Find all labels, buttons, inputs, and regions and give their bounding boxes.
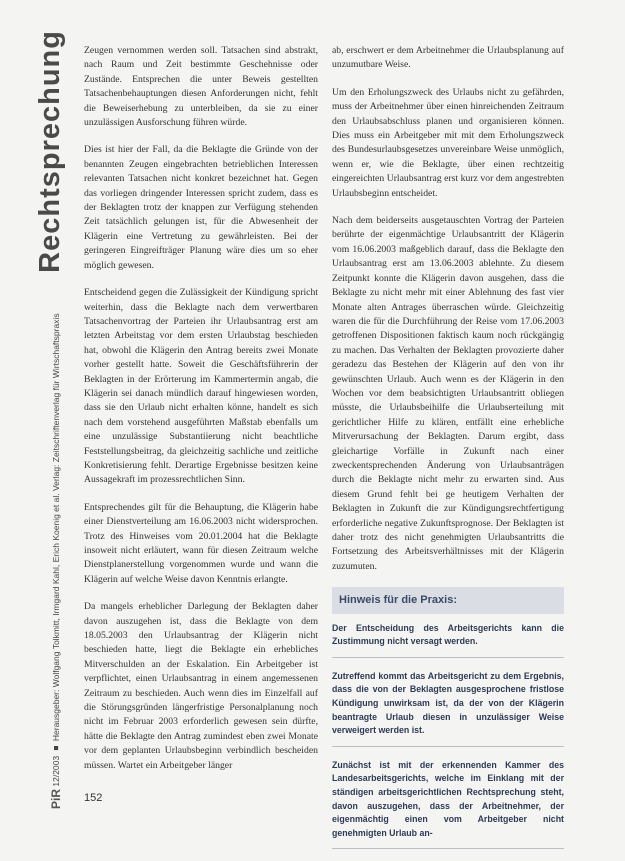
magazine-logo: PiR bbox=[49, 788, 63, 809]
paragraph: ab, erschwert er dem Arbeitnehmer die Urlaubsplanung auf unzumutbare Weise. bbox=[332, 45, 564, 71]
practice-paragraph: Zutreffend kommt das Arbeitsgericht zu dem Ergebnis, dass die von der Beklagten ausgesprochene fristlose Kündigung unwirksam ist, da der von der Klägerin beantragte Urlaub diesen in unzulässiger Weise verweigert werden ist. bbox=[332, 670, 564, 747]
running-footer: PiR 12/2003 ■ Herausgeber: Wolfgang Tolkmitt, Irmgard Kahl, Erich Koenig et al. Verlag: Zeitschriftenverlag für Wirtschaftspraxis bbox=[49, 313, 63, 809]
paragraph: Um den Erholungszweck des Urlaubs nicht zu gefährden, muss der Arbeitnehmer über einen hinreichenden Zeitraum den Urlaubsabschluss planen und organisieren können. Dies muss ein Arbeitgeber mit mit dem Erholungszweck des Bundesurlaubsgesetzes unvereinbare Weise unmöglich, wenn er, wie die Beklagte, über einen rechtzeitig eingereichten Urlaubsantrag erst kurz vor dem angestrebten Urlaubsbeginn entscheidet. bbox=[332, 86, 564, 199]
practice-box-title: Hinweis für die Praxis: bbox=[332, 587, 564, 613]
paragraph: Dies ist hier der Fall, da die Beklagte die Gründe von der benannten Zeugen eingebrachten betrieblichen Interessen relevanten Tatsachen nicht konkret bezeichnet hat. Gegen das vorliegen dringender Interessen spricht zudem, dass es der Beklagten trotz der knappen zur Verfügung stehenden Zeit tatsächlich gelungen ist, für die Abwesenheit der Klägerin eine Vertretung zu gewährleisten. Bei der geringeren Eingreifträger Planung wäre dies um so eher möglich gewesen. bbox=[84, 144, 318, 271]
paragraph: Zeugen vernommen werden soll. Tatsachen sind abstrakt, nach Raum und Zeit bestimmte Geschehnisse oder Zustände. Entsprechen die unter Beweis gestellten Tatsachenbehauptungen diesen Anforderungen nicht, fehlt die Beweiserhebung zu unterbleiben, da sie zu einer unzulässigen Ausforschung führen würde. bbox=[84, 45, 318, 129]
practice-paragraph: Der Entscheidung des Arbeitsgerichts kann die Zustimmung nicht versagt werden. bbox=[332, 622, 564, 658]
section-title: Rechtsprechung bbox=[34, 30, 66, 273]
paragraph: Entscheidend gegen die Zulässigkeit der Kündigung spricht weiterhin, dass die Beklagte nach dem verwertbaren Tatsachenvortrag der Parteien ihr Urlaubsantrag erst am letzten Arbeitstag vor dem ersten Urlaubstag beschieden hat, obwohl die Klägerin den Antrag bereits zwei Monate vorher gestellt hatte. Soweit die Geschäftsführerin der Beklagten in der Erörterung im Kammertermin angab, die Klägerin sei danach mündlich darauf hingewiesen worden, dass sie den Urlaub nicht erhalten könne, handelt es sich nach dem vorstehend ausgeführten Maßstab ebenfalls um eine unzulässige Substantiierung nicht beachtliche Feststellungsbeitrag, da gleichzeitig sachliche und zeitliche Konkretisierung fehlt. Derartige Ergebnisse besitzen keine Aussagekraft im prozessrechtlichen Sinn. bbox=[84, 287, 318, 486]
practice-paragraph: Zunächst ist mit der erkennenden Kammer des Landesarbeitsgerichts, welche im Einklang mit der ständigen arbeitsgerichtlichen Rechtsprechung steht, davon auszugehen, dass der Arbeitnehmer, der eigenmächtig einen vom Arbeitgeber nicht genehmigten Urlaub an- bbox=[332, 759, 564, 850]
column-right bbox=[332, 44, 564, 861]
paragraph: Nach dem beiderseits ausgetauschten Vortrag der Parteien berührte der eigenmächtige Urlaubsantritt der Klägerin vom 16.06.2003 maßgeblich darauf, dass die Beklagte den Urlaubsantrag erst am 13.06.2003 ablehnte. Zu diesem Zeitpunkt konnte die Klägerin davon ausgehen, dass die Beklagte zu nicht mehr mit einer Ablehnung des fast vier Monate alten Antrages überraschen würde. Gleichzeitig waren die für die Durchführung der Reise vom 17.06.2003 getroffenen Dispositionen faktisch kaum noch rückgängig zu machen. Das Verhalten der Beklagten provozierte daher geradezu das Bestehen der Klägerin auf den von ihr gewünschten Urlaub. Auch wenn es der Klägerin in den Wochen vor dem beabsichtigten Urlaubsantritt obliegen müsste, die Urlaubsbeihilfe die Urlaubserteilung mit gerichtlicher Hilfe zu klären, entfällt eine erhebliche Mitverursachung der Beklagten. Darum ergibt, dass gleichartige Vorfälle in Zukunft nach einer zweckentsprechenden Änderung von Urlaubsanträgen durch die Beklagte nicht mehr zu erwarten sind. Aus diesem Grund fehlt bei ge heutigem Verhalten der Beklagten in Zukunft die zur Kündigungsrechtfertigung erforderliche negative Zukunftsprognose. Der Beklagten ist daher trotz des nicht genehmigten Urlaubsantritts die Fortsetzung des Arbeitsverhältnisses mit der Klägerin zuzumuten. bbox=[332, 215, 564, 572]
page-number: 152 bbox=[84, 792, 103, 804]
paragraph: Da mangels erheblicher Darlegung der Beklagten daher davon auszugehen ist, dass die Beklagte von dem 18.05.2003 den Urlaubsantrag der Klägerin nicht beschieden hatte, liegt die Beklagte ein erhebliches Mitverschulden an der Eskalation. Ein Arbeitgeber ist verpflichtet, einen Urlaubsantrag in einem angemessenen Zeitraum zu beschieden. Auch wenn dies im Einzelfall auf die Störungsgründen längerfristige Personalplanung noch nicht im Februar 2003 erforderlich gewesen sein dürfte, hätte die Beklagte den Antrag zumindest eben zwei Monate vor dem geplanten Urlaubsbeginn verbindlich bescheiden müssen. Wartet ein Arbeitgeber länger bbox=[84, 601, 318, 771]
column-left bbox=[84, 44, 318, 786]
paragraph: Entsprechendes gilt für die Behauptung, die Klägerin habe einer Dienstverteilung am 16.06.2003 nicht widersprochen. Trotz des Hinweises vom 20.01.2004 hat die Beklagte insoweit nicht erläutert, wann für diesen Zeitraum welche Dienstplanerstellung vorgenommen wurde und wann die Klägerin auf welche Weise davon Kenntnis erlangte. bbox=[84, 501, 318, 585]
issue-number: 12/2003 bbox=[51, 755, 61, 787]
publisher-info: Herausgeber: Wolfgang Tolkmitt, Irmgard Kahl, Erich Koenig et al. Verlag: Zeitschriftenverlag für Wirtschaftspraxis bbox=[51, 313, 61, 742]
practice-box bbox=[332, 587, 564, 849]
